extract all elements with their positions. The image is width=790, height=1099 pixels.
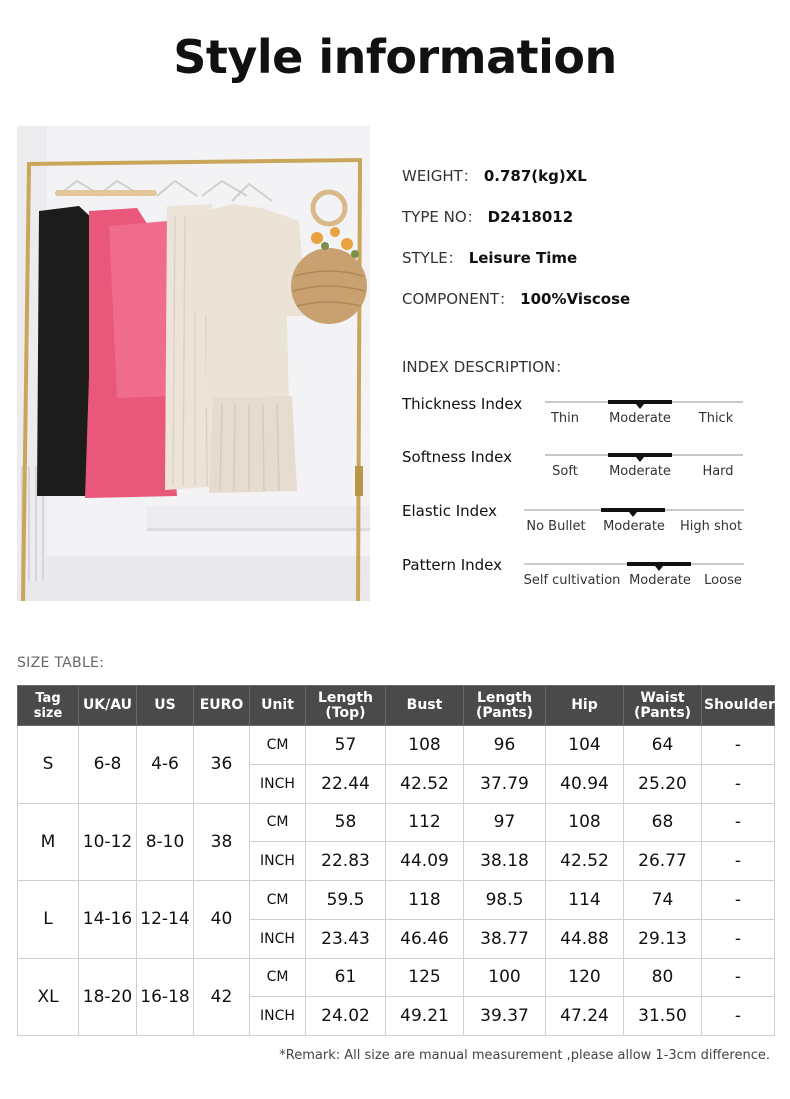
index-option: Moderate xyxy=(609,464,671,479)
euro-cell: 40 xyxy=(194,881,250,959)
value-cell: 68 xyxy=(624,803,702,842)
header-cell xyxy=(702,686,775,726)
value-cell: 59.5 xyxy=(306,881,386,920)
value-cell: - xyxy=(702,881,775,920)
value-cell: 29.13 xyxy=(624,919,702,958)
value-cell: 57 xyxy=(306,726,386,765)
value-cell: 40.94 xyxy=(546,764,624,803)
info-value: Leisure Time xyxy=(468,249,578,267)
unit-cell: INCH xyxy=(250,842,306,881)
index-scale xyxy=(524,509,744,539)
value-cell: 37.79 xyxy=(464,764,546,803)
header-sublabel: (Pants) xyxy=(475,704,534,721)
size-table xyxy=(17,685,775,1036)
uk-au-cell: 6-8 xyxy=(79,726,137,804)
header-cell xyxy=(306,686,386,726)
index-option: Moderate xyxy=(609,411,671,426)
header-label: Unit xyxy=(261,697,294,713)
value-cell: - xyxy=(702,842,775,881)
header-label: Bust xyxy=(406,697,443,713)
us-cell: 4-6 xyxy=(137,726,194,804)
table-row xyxy=(18,726,775,765)
value-cell: 80 xyxy=(624,958,702,997)
header-cell xyxy=(464,686,546,726)
euro-cell: 38 xyxy=(194,803,250,881)
value-cell: 23.43 xyxy=(306,919,386,958)
product-photo xyxy=(17,126,370,601)
value-cell: 74 xyxy=(624,881,702,920)
value-cell: 42.52 xyxy=(546,842,624,881)
index-thickness xyxy=(402,395,762,443)
value-cell: 39.37 xyxy=(464,997,546,1036)
us-cell: 16-18 xyxy=(137,958,194,1036)
us-cell: 12-14 xyxy=(137,881,194,959)
value-cell: 26.77 xyxy=(624,842,702,881)
clothing-rack-illustration xyxy=(17,126,370,601)
uk-au-cell: 14-16 xyxy=(79,881,137,959)
table-row xyxy=(18,958,775,997)
index-pattern xyxy=(402,556,762,604)
value-cell: 22.44 xyxy=(306,764,386,803)
header-label: US xyxy=(154,697,176,713)
value-cell: 24.02 xyxy=(306,997,386,1036)
index-option: Thin xyxy=(550,411,580,426)
index-option: No Bullet xyxy=(526,519,586,534)
index-heading: INDEX DESCRIPTION： xyxy=(402,358,571,376)
value-cell: 38.18 xyxy=(464,842,546,881)
value-cell: 114 xyxy=(546,881,624,920)
value-cell: - xyxy=(702,997,775,1036)
value-cell: 97 xyxy=(464,803,546,842)
value-cell: 47.24 xyxy=(546,997,624,1036)
index-option: Loose xyxy=(704,573,742,588)
info-value: D2418012 xyxy=(487,208,574,226)
page-title: Style information xyxy=(173,30,617,84)
info-value: 0.787(kg)XL xyxy=(483,167,587,185)
value-cell: 64 xyxy=(624,726,702,765)
euro-cell: 36 xyxy=(194,726,250,804)
value-cell: 112 xyxy=(386,803,464,842)
value-cell: 98.5 xyxy=(464,881,546,920)
index-option: Self cultivation xyxy=(523,573,621,588)
index-option: High shot xyxy=(679,519,743,534)
value-cell: 100 xyxy=(464,958,546,997)
header-label: EURO xyxy=(199,697,244,713)
header-label: UK/AU xyxy=(82,697,133,713)
size-table-header-row xyxy=(18,686,775,726)
index-option: Thick xyxy=(698,411,734,426)
us-cell: 8-10 xyxy=(137,803,194,881)
info-weight xyxy=(402,165,782,206)
header-cell xyxy=(624,686,702,726)
index-elastic xyxy=(402,502,762,550)
header-label: Shoulder xyxy=(704,697,775,713)
header-sublabel: (Pants) xyxy=(633,704,692,721)
unit-cell: INCH xyxy=(250,764,306,803)
tag-size-cell: L xyxy=(18,881,79,959)
info-type-no xyxy=(402,206,782,247)
value-cell: - xyxy=(702,764,775,803)
tag-size-cell: M xyxy=(18,803,79,881)
header-cell xyxy=(137,686,194,726)
info-label: TYPE NO： xyxy=(402,208,482,226)
value-cell: 22.83 xyxy=(306,842,386,881)
index-name: Softness Index xyxy=(402,448,513,466)
header-label: Length xyxy=(476,689,533,706)
value-cell: 104 xyxy=(546,726,624,765)
index-option: Hard xyxy=(702,464,734,479)
value-cell: 44.88 xyxy=(546,919,624,958)
index-scale xyxy=(524,563,744,593)
header-cell xyxy=(18,686,79,726)
unit-cell: CM xyxy=(250,958,306,997)
header-cell xyxy=(250,686,306,726)
index-option: Soft xyxy=(552,464,578,479)
euro-cell: 42 xyxy=(194,958,250,1036)
value-cell: - xyxy=(702,958,775,997)
info-label: STYLE： xyxy=(402,249,463,267)
header-label: Waist xyxy=(640,689,685,706)
index-name: Elastic Index xyxy=(402,502,498,520)
table-row xyxy=(18,803,775,842)
value-cell: - xyxy=(702,803,775,842)
index-option: Moderate xyxy=(603,519,665,534)
value-cell: 108 xyxy=(546,803,624,842)
info-label: WEIGHT： xyxy=(402,167,478,185)
value-cell: 31.50 xyxy=(624,997,702,1036)
info-value: 100%Viscose xyxy=(520,290,631,308)
value-cell: 46.46 xyxy=(386,919,464,958)
header-cell xyxy=(546,686,624,726)
value-cell: 58 xyxy=(306,803,386,842)
index-scale xyxy=(545,454,743,484)
uk-au-cell: 10-12 xyxy=(79,803,137,881)
header-label: Hip xyxy=(571,697,598,713)
value-cell: 38.77 xyxy=(464,919,546,958)
info-component xyxy=(402,288,782,329)
info-style xyxy=(402,247,782,288)
value-cell: 125 xyxy=(386,958,464,997)
index-softness xyxy=(402,448,762,496)
remark-note: *Remark: All size are manual measurement ,please allow 1-3cm difference. xyxy=(279,1048,770,1063)
unit-cell: INCH xyxy=(250,997,306,1036)
value-cell: 120 xyxy=(546,958,624,997)
value-cell: 44.09 xyxy=(386,842,464,881)
header-label: Tag size xyxy=(33,690,63,721)
value-cell: 49.21 xyxy=(386,997,464,1036)
value-cell: 96 xyxy=(464,726,546,765)
index-name: Pattern Index xyxy=(402,556,503,574)
value-cell: 61 xyxy=(306,958,386,997)
value-cell: - xyxy=(702,919,775,958)
value-cell: 25.20 xyxy=(624,764,702,803)
tag-size-cell: S xyxy=(18,726,79,804)
index-name: Thickness Index xyxy=(402,395,523,413)
size-table-heading: SIZE TABLE: xyxy=(17,655,105,671)
uk-au-cell: 18-20 xyxy=(79,958,137,1036)
info-label: COMPONENT： xyxy=(402,290,515,308)
product-info-list xyxy=(402,165,782,329)
unit-cell: INCH xyxy=(250,919,306,958)
table-row xyxy=(18,881,775,920)
header-cell xyxy=(194,686,250,726)
unit-cell: CM xyxy=(250,726,306,765)
header-cell xyxy=(79,686,137,726)
header-cell xyxy=(386,686,464,726)
unit-cell: CM xyxy=(250,881,306,920)
value-cell: 108 xyxy=(386,726,464,765)
index-option: Moderate xyxy=(629,573,691,588)
value-cell: - xyxy=(702,726,775,765)
value-cell: 42.52 xyxy=(386,764,464,803)
index-scale xyxy=(545,401,743,431)
header-label: Length xyxy=(317,689,374,706)
unit-cell: CM xyxy=(250,803,306,842)
value-cell: 118 xyxy=(386,881,464,920)
tag-size-cell: XL xyxy=(18,958,79,1036)
header-sublabel: (Top) xyxy=(325,704,366,721)
